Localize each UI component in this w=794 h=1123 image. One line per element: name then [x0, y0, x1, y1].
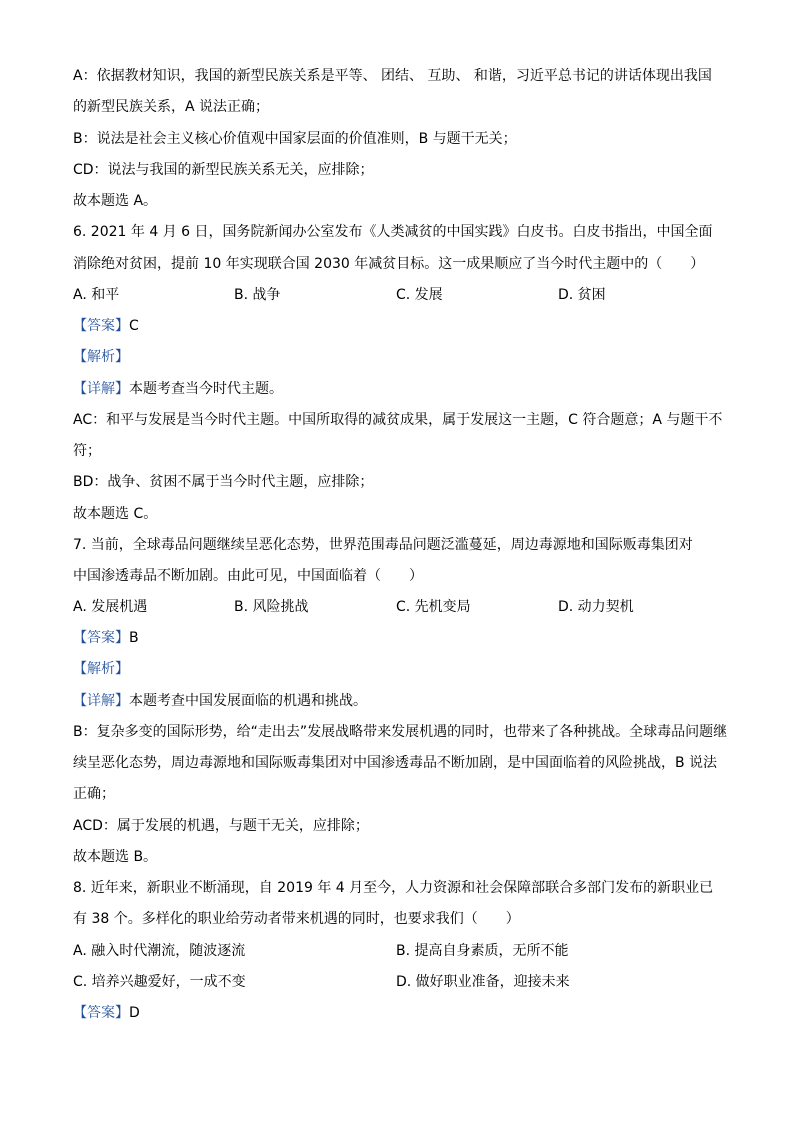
q6-answer [73, 316, 733, 336]
q7-analysis-b-line1: B：复杂多变的国际形势，给“走出去”发展战略带来发展机遇的同时，也带来了各种挑战。全球毒品问题继 [73, 724, 728, 740]
q7-analysis-b-line3: 正确； [73, 786, 115, 802]
q6-option-b: B. 战争 [234, 287, 281, 303]
q7-option-b: B. 风险挑战 [234, 599, 309, 615]
q7-detail [73, 691, 733, 711]
q6-option-d: D. 贫困 [558, 287, 606, 303]
detail-text: 本题考查中国发展面临的机遇和挑战。 [129, 693, 367, 709]
q7-analysis-b-line2: 续呈恶化态势，周边毒源地和国际贩毒集团对中国渗透毒品不断加剧，是中国面临着的风险挑战，B 说法 [73, 755, 718, 771]
answer-tag: 【答案】 [73, 630, 129, 646]
q7-answer [73, 628, 733, 648]
q6-option-a: A. 和平 [73, 287, 120, 303]
detail-text: 本题考查当今时代主题。 [129, 381, 283, 397]
q8-answer [73, 1003, 733, 1023]
q5-conclusion: 故本题选 A。 [73, 193, 158, 209]
q7-stem-line2: 中国渗透毒品不断加剧。由此可见，中国面临着（ ） [73, 568, 423, 584]
q6-stem-line1: 6. 2021 年 4 月 6 日，国务院新闻办公室发布《人类减贫的中国实践》白皮书。白皮书指出，中国全面 [73, 224, 713, 240]
q6-detail [73, 379, 733, 399]
q7-option-a: A. 发展机遇 [73, 599, 148, 615]
q5-analysis-a-line2: 的新型民族关系，A 说法正确； [73, 99, 270, 115]
q7-option-c: C. 先机变局 [396, 599, 471, 615]
q8-option-c: C. 培养兴趣爱好，一成不变 [73, 974, 246, 990]
q6-stem-line2: 消除绝对贫困，提前 10 年实现联合国 2030 年减贫目标。这一成果顺应了当今时代主题中的（ ） [73, 256, 705, 272]
q6-option-c: C. 发展 [396, 287, 443, 303]
q7-conclusion: 故本题选 B。 [73, 849, 158, 865]
answer-value: B [129, 630, 139, 646]
answer-tag: 【答案】 [73, 1005, 129, 1021]
q5-analysis-cd: CD：说法与我国的新型民族关系无关，应排除； [73, 162, 374, 178]
detail-tag: 【详解】 [73, 381, 129, 397]
q6-analysis-ac-line2: 符； [73, 443, 101, 459]
answer-value: D [129, 1005, 140, 1021]
answer-value: C [129, 318, 139, 334]
q7-analysis-tag: 【解析】 [73, 661, 129, 677]
q8-stem-line1: 8. 近年来，新职业不断涌现，自 2019 年 4 月至今，人力资源和社会保障部联合多部门发布的新职业已 [73, 880, 714, 896]
q6-analysis-tag: 【解析】 [73, 349, 129, 365]
q8-option-d: D. 做好职业准备，迎接未来 [396, 974, 570, 990]
q8-stem-line2: 有 38 个。多样化的职业给劳动者带来机遇的同时，也要求我们（ ） [73, 911, 520, 927]
q6-conclusion: 故本题选 C。 [73, 506, 158, 522]
answer-tag: 【答案】 [73, 318, 129, 334]
q5-analysis-a-line1: A：依据教材知识，我国的新型民族关系是平等、 团结、 互助、 和谐，习近平总书记的讲话体现出我国 [73, 68, 712, 84]
q7-stem-line1: 7. 当前，全球毒品问题继续呈恶化态势，世界范围毒品问题泛滥蔓延，周边毒源地和国际贩毒集团对 [73, 537, 693, 553]
q6-analysis-ac-line1: AC：和平与发展是当今时代主题。中国所取得的减贫成果，属于发展这一主题，C 符合题意；A 与题干不 [73, 412, 723, 428]
q5-analysis-b: B：说法是社会主义核心价值观中国家层面的价值准则，B 与题干无关； [73, 131, 517, 147]
q7-option-d: D. 动力契机 [558, 599, 634, 615]
q8-option-b: B. 提高自身素质，无所不能 [396, 943, 569, 959]
q6-analysis-bd: BD：战争、贫困不属于当今时代主题，应排除； [73, 474, 374, 490]
detail-tag: 【详解】 [73, 693, 129, 709]
q7-analysis-acd: ACD：属于发展的机遇，与题干无关，应排除； [73, 818, 369, 834]
q8-option-a: A. 融入时代潮流，随波逐流 [73, 943, 246, 959]
